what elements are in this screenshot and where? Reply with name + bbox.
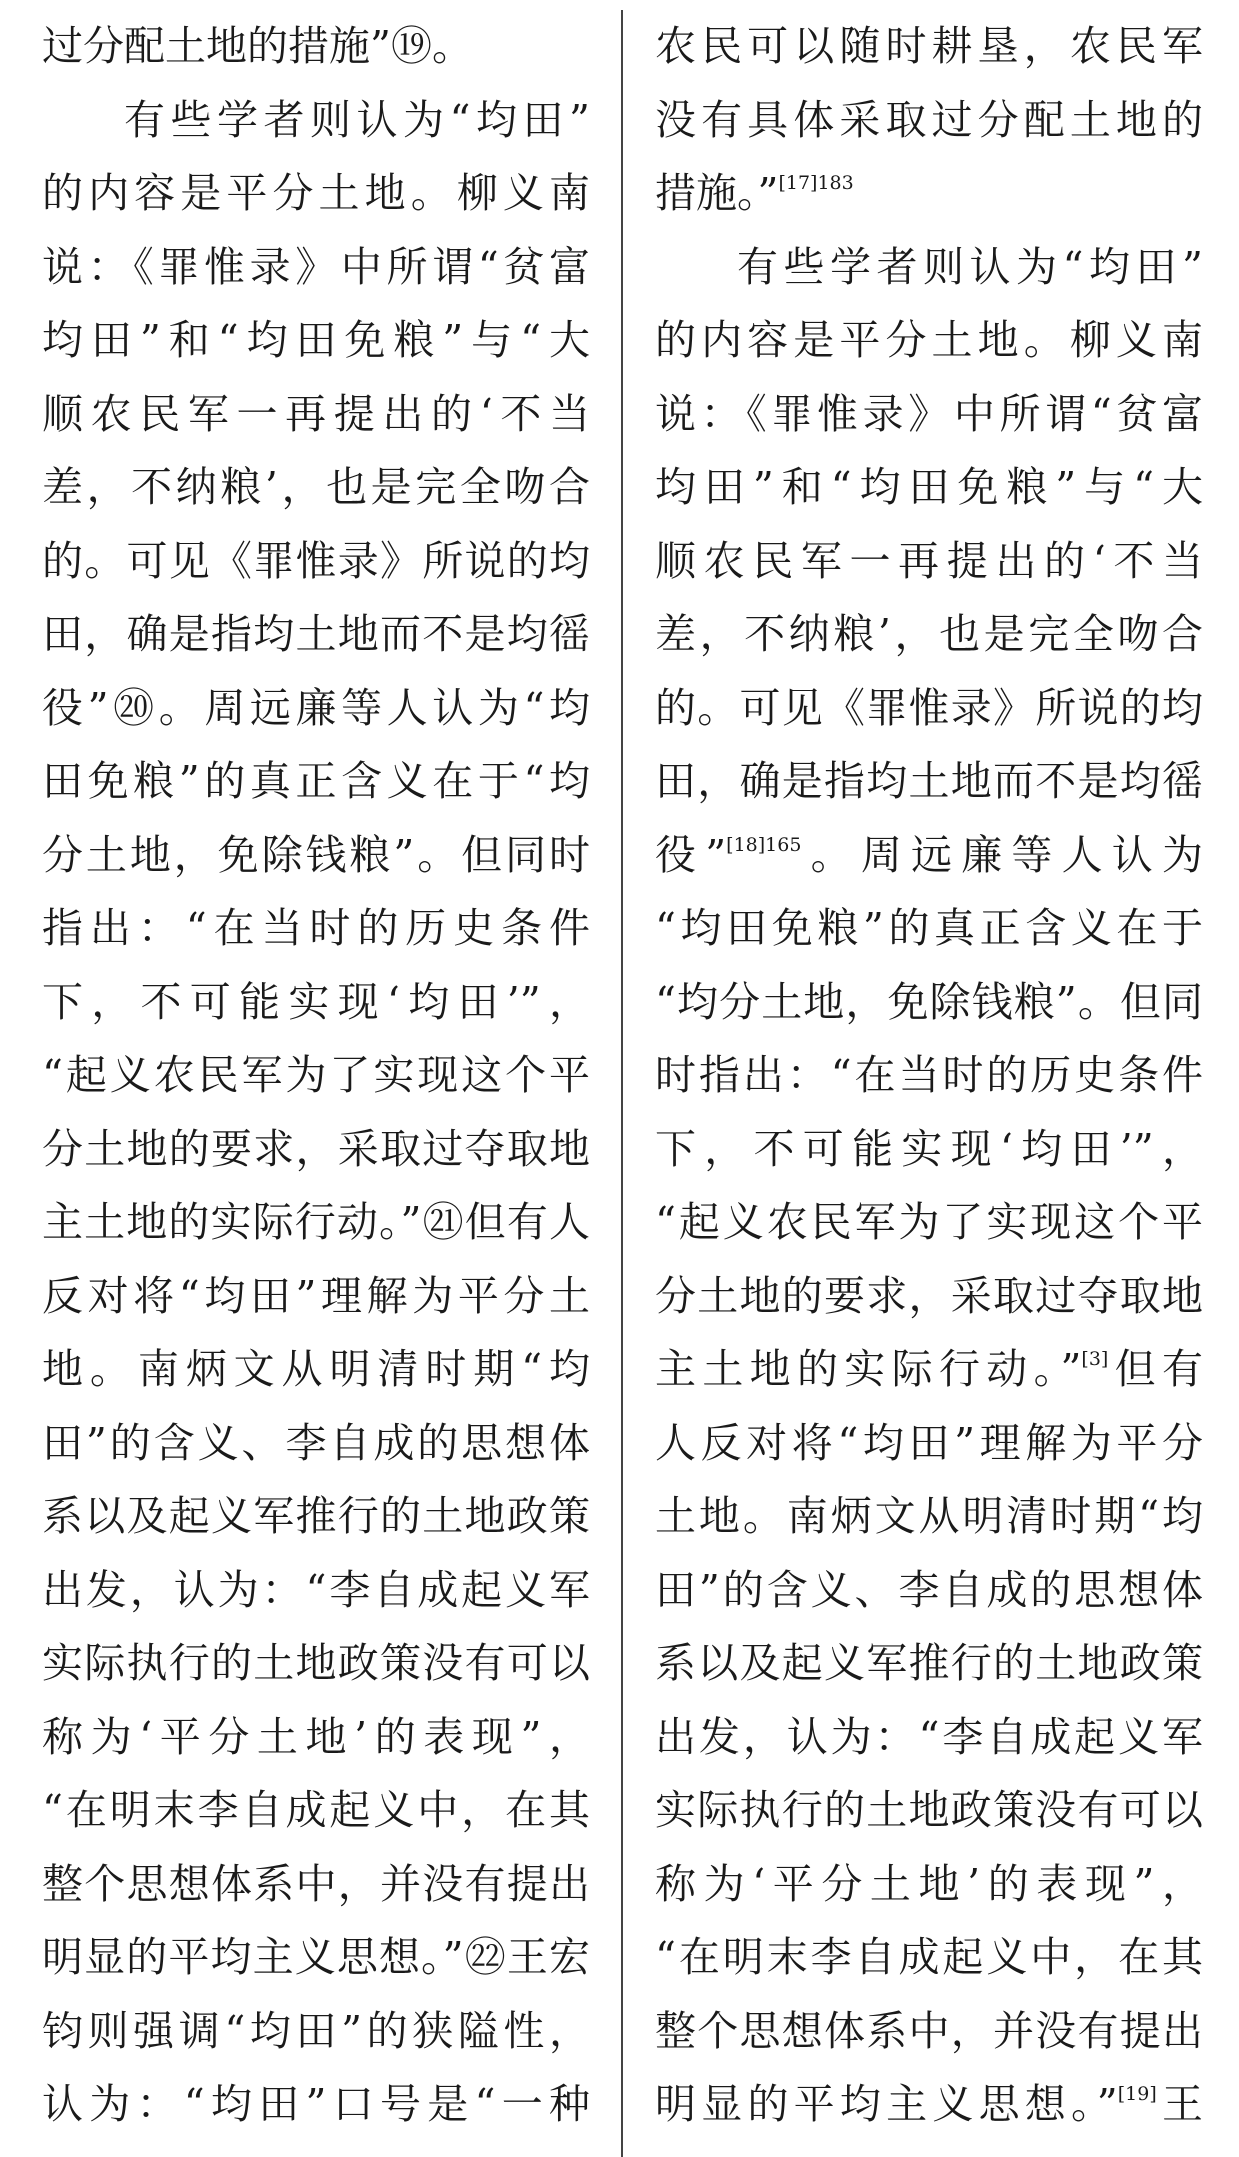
left-column <box>42 10 590 2142</box>
right-text-line <box>655 1333 1203 1407</box>
left-text-line: “起义农民军为了实现这个平 <box>42 1051 590 1099</box>
right-text-line <box>655 745 1203 819</box>
left-text-line: 反对将“均田”理解为平分土 <box>42 1271 590 1320</box>
line-text: 没有具体采取过分配土地的 <box>655 95 1203 144</box>
line-text: 顺农民军一再提出的‘不当 <box>655 536 1203 585</box>
right-text-line <box>655 598 1203 672</box>
line-text: 说：《罪惟录》中所谓“贫富 <box>655 389 1203 438</box>
left-text-line: 分土地的要求，采取过夺取地 <box>42 1124 590 1173</box>
right-text-line <box>655 84 1203 158</box>
right-text-line <box>655 378 1203 452</box>
left-text-line: 分土地，免除钱粮”。但同时 <box>42 830 590 879</box>
citation-reference: [18]165 <box>726 833 802 856</box>
right-text-line <box>655 157 1203 231</box>
left-text-line: 指出：“在当时的历史条件 <box>42 904 590 952</box>
line-text: 土地。南炳文从明清时期“均 <box>655 1492 1203 1540</box>
right-text-line <box>655 525 1203 599</box>
right-text-line <box>655 1039 1203 1113</box>
left-text-line: 田免粮”的真正含义在于“均 <box>42 757 590 805</box>
line-text: 实际执行的土地政策没有可以 <box>655 1786 1203 1834</box>
line-text: 系以及起义军推行的土地政策 <box>655 1639 1203 1687</box>
line-text: 措施。” <box>655 169 779 217</box>
citation-reference: [3] <box>1081 1348 1109 1370</box>
line-text: 明显的平均主义思想。” <box>655 2080 1118 2128</box>
left-text-line: 的内容是平分土地。柳义南 <box>42 169 590 217</box>
right-text-line <box>655 1848 1203 1922</box>
right-text-line <box>655 1113 1203 1187</box>
right-text-line <box>655 10 1203 84</box>
right-text-line <box>655 451 1203 525</box>
line-text: 田，确是指均土地而不是均徭 <box>655 757 1203 805</box>
left-text-line: 称为‘平分土地’的表现”， <box>42 1712 590 1761</box>
right-text-line <box>655 2068 1203 2142</box>
right-text-line <box>655 672 1203 746</box>
left-text-line: 钧则强调“均田”的狭隘性， <box>42 2006 590 2055</box>
line-text: 分土地的要求，采取过夺取地 <box>655 1271 1203 1320</box>
left-text-line: 过分配土地的措施”⑲。 <box>42 22 473 70</box>
line-text: “均分土地，免除钱粮”。但同 <box>655 977 1203 1026</box>
line-text: 出发，认为：“李自成起义军 <box>655 1712 1203 1761</box>
right-text-line <box>655 1554 1203 1628</box>
left-text-line: 役”⑳。周远廉等人认为“均 <box>42 683 590 732</box>
left-text-line: 说：《罪惟录》中所谓“贫富 <box>42 242 590 291</box>
right-text-line <box>655 966 1203 1040</box>
line-text: 田”的含义、李自成的思想体 <box>655 1565 1203 1614</box>
right-text-line <box>655 1921 1203 1995</box>
left-text-line: 出发，认为：“李自成起义军 <box>42 1565 590 1614</box>
line-text: 整个思想体系中，并没有提出 <box>655 2006 1203 2055</box>
right-text-line <box>655 1480 1203 1554</box>
line-text-continued: 王 <box>1156 2080 1203 2128</box>
left-text-line: 实际执行的土地政策没有可以 <box>42 1639 590 1687</box>
right-text-line <box>655 1774 1203 1848</box>
citation-reference: [19] <box>1117 2083 1157 2105</box>
left-text-line: 下，不可能实现‘均田’”， <box>42 977 590 1026</box>
line-text: 的内容是平分土地。柳义南 <box>655 316 1203 364</box>
line-text: 均田”和“均田免粮”与“大 <box>655 463 1203 511</box>
column-divider <box>621 10 623 2157</box>
left-text-line: 差，不纳粮’，也是完全吻合 <box>42 463 590 511</box>
left-text-line: 地。南炳文从明清时期“均 <box>42 1345 590 1393</box>
right-text-line <box>655 819 1203 893</box>
line-text-continued: 但有 <box>1108 1345 1203 1393</box>
citation-reference: [17]183 <box>778 172 854 194</box>
line-text: 人反对将“均田”理解为平分 <box>655 1418 1203 1467</box>
line-text: 主土地的实际行动。” <box>655 1345 1082 1393</box>
left-text-line: 顺农民军一再提出的‘不当 <box>42 389 590 438</box>
line-text: 下，不可能实现‘均田’”， <box>655 1124 1203 1173</box>
line-text: “在明末李自成起义中，在其 <box>655 1933 1203 1981</box>
left-text-line: 田”的含义、李自成的思想体 <box>42 1418 590 1467</box>
right-text-line <box>655 1627 1203 1701</box>
right-text-line <box>655 892 1203 966</box>
right-text-line <box>655 1407 1203 1481</box>
line-text: “均田免粮”的真正含义在于 <box>655 904 1203 952</box>
line-text: 称为‘平分土地’的表现”， <box>655 1859 1203 1908</box>
line-text: 时指出：“在当时的历史条件 <box>655 1051 1203 1099</box>
left-text-line: 整个思想体系中，并没有提出 <box>42 1859 590 1908</box>
left-text-line: 有些学者则认为“均田” <box>124 95 590 144</box>
left-text-line: 认为：“均田”口号是“一种 <box>42 2080 590 2128</box>
right-text-line <box>655 304 1203 378</box>
left-text-line: 田，确是指均土地而不是均徭 <box>42 610 590 658</box>
line-text: 役” <box>655 830 727 879</box>
line-text: 差，不纳粮’，也是完全吻合 <box>655 610 1203 658</box>
left-text-line: 系以及起义军推行的土地政策 <box>42 1492 590 1540</box>
right-text-line <box>655 1701 1203 1775</box>
right-text-line <box>655 1995 1203 2069</box>
right-text-line <box>655 1260 1203 1334</box>
line-text-continued: 。周远廉等人认为 <box>801 830 1203 879</box>
right-text-line <box>655 231 1203 305</box>
left-text-line: 明显的平均主义思想。”㉒王宏 <box>42 1933 590 1981</box>
right-column <box>655 10 1203 2142</box>
right-text-line <box>655 1186 1203 1260</box>
left-text-line: 主土地的实际行动。”㉑但有人 <box>42 1198 590 1246</box>
left-text-line: 的。可见《罪惟录》所说的均 <box>42 536 590 585</box>
left-text-line: “在明末李自成起义中，在其 <box>42 1786 590 1834</box>
line-text: 农民可以随时耕垦，农民军 <box>655 22 1203 70</box>
left-text-line: 均田”和“均田免粮”与“大 <box>42 316 590 364</box>
line-text: 有些学者则认为“均田” <box>737 242 1203 291</box>
line-text: 的。可见《罪惟录》所说的均 <box>655 683 1203 732</box>
line-text: “起义农民军为了实现这个平 <box>655 1198 1203 1246</box>
